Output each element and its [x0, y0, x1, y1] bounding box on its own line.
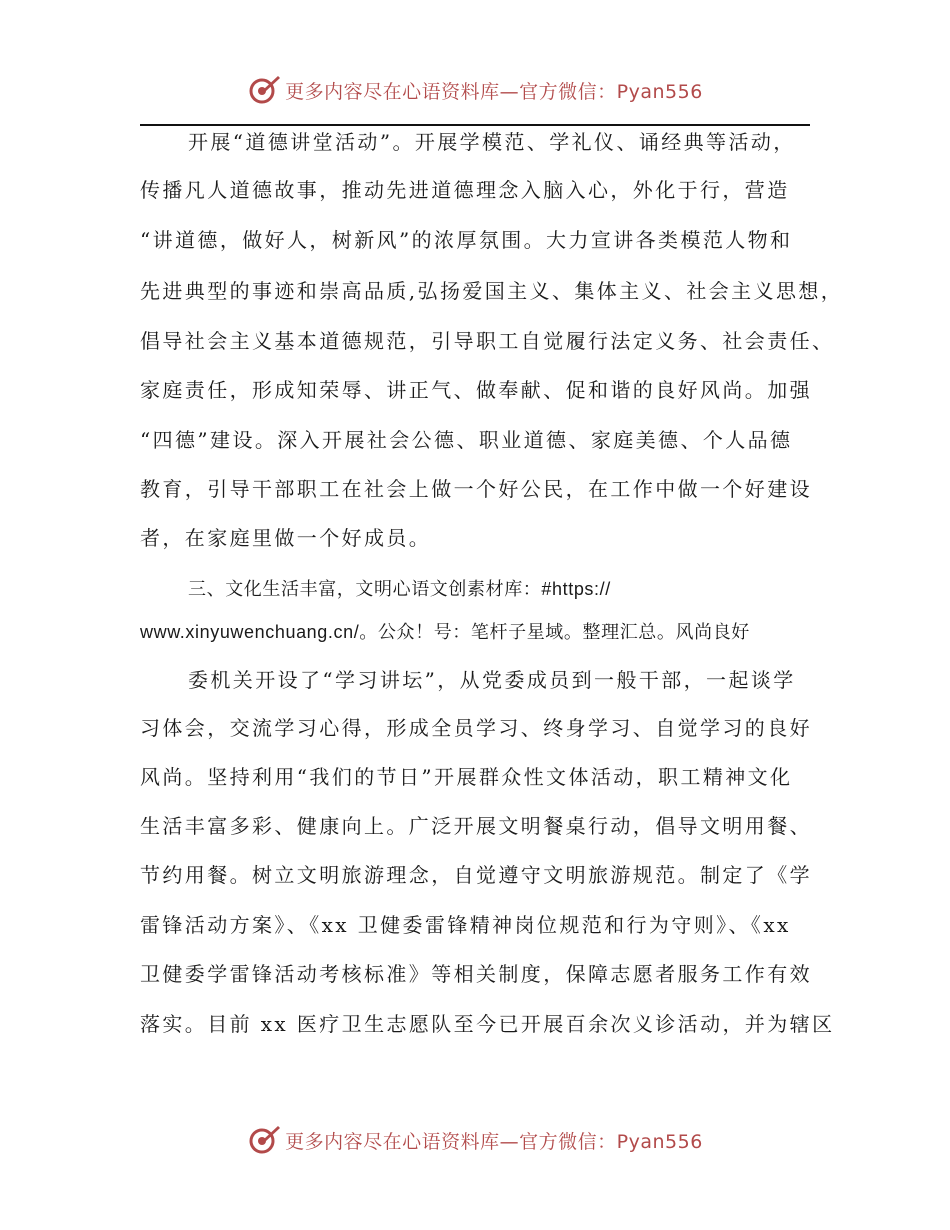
- body-line: 家庭责任，形成知荣辱、讲正气、做奉献、促和谐的良好风尚。加强: [140, 378, 812, 402]
- body-line: “讲道德，做好人，树新风”的浓厚氛围。大力宣讲各类模范人物和: [140, 228, 793, 252]
- body-line: 生活丰富多彩、健康向上。广泛开展文明餐桌行动，倡导文明用餐、: [140, 814, 812, 838]
- body-line: 者，在家庭里做一个好成员。: [140, 526, 432, 550]
- body-line: 倡导社会主义基本道德规范，引导职工自觉履行法定义务、社会责任、: [140, 329, 835, 353]
- section-heading-line: 三、文化生活丰富，文明心语文创素材库：#https://: [188, 579, 611, 599]
- footer-banner-text: 更多内容尽在心语资料库—官方微信：Pyan556: [285, 1130, 703, 1153]
- header-banner: [0, 70, 950, 110]
- body-line: 卫健委学雷锋活动考核标准》等相关制度，保障志愿者服务工作有效: [140, 962, 812, 986]
- body-line: 先进典型的事迹和崇高品质,弘扬爱国主义、集体主义、社会主义思想，: [140, 279, 844, 303]
- body-line: “四德”建设。深入开展社会公德、职业道德、家庭美德、个人品德: [140, 428, 793, 452]
- body-line: 落实。目前 xx 医疗卫生志愿队至今已开展百余次义诊活动，并为辖区: [140, 1012, 835, 1036]
- body-line: 习体会，交流学习心得，形成全员学习、终身学习、自觉学习的良好: [140, 716, 812, 740]
- section-heading-line: www.xinyuwenchuang.cn/。公众！号：笔杆子星域。整理汇总。风尚良好: [140, 622, 750, 642]
- body-line: 教育，引导干部职工在社会上做一个好公民，在工作中做一个好建设: [140, 477, 812, 501]
- body-line: 风尚。坚持利用“我们的节日”开展群众性文体活动，职工精神文化: [140, 765, 793, 789]
- body-line: 节约用餐。树立文明旅游理念，自觉遵守文明旅游规范。制定了《学: [140, 863, 812, 887]
- header-banner-text: 更多内容尽在心语资料库—官方微信：Pyan556: [285, 80, 703, 103]
- pen-logo-icon: [247, 73, 281, 107]
- body-line: 开展“道德讲堂活动”。开展学模范、学礼仪、诵经典等活动，: [188, 130, 796, 154]
- body-line: 传播凡人道德故事，推动先进道德理念入脑入心，外化于行，营造: [140, 178, 790, 202]
- pen-logo-icon: [247, 1123, 281, 1157]
- body-line: 委机关开设了“学习讲坛”，从党委成员到一般干部，一起谈学: [188, 668, 796, 692]
- footer-banner: [0, 1120, 950, 1160]
- body-line: 雷锋活动方案》、《xx 卫健委雷锋精神岗位规范和行为守则》、《xx: [140, 913, 791, 937]
- header-divider: [140, 124, 810, 126]
